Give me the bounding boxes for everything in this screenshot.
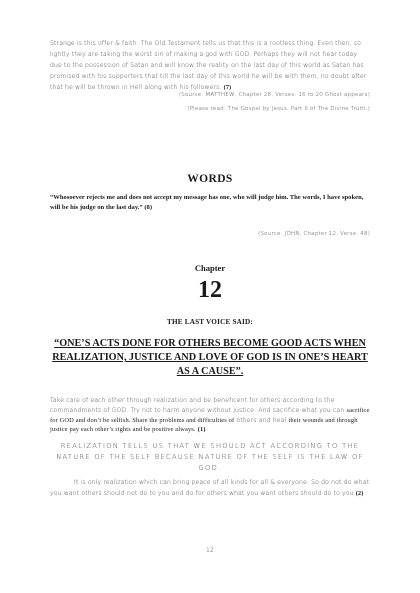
scripture-quote xyxy=(50,193,370,213)
footnote-ref: (7) xyxy=(223,85,232,91)
chapter-label: Chapter xyxy=(194,263,226,273)
paragraph-text: Take care of each other through realization and be beneficent for others according to the commandments of GOD. Try not to harm anyone without justice. And sacrifice what you can xyxy=(50,397,345,414)
paragraph-text: others and heal xyxy=(236,416,287,424)
paragraph-satan-possession xyxy=(50,38,370,94)
footnote-ref: (2) xyxy=(355,491,364,497)
paragraph-realization-peace xyxy=(50,477,370,500)
paragraph-text: sacrifice for GOD and don’t be selfish. Share the problems and difficulties of xyxy=(50,406,370,424)
paragraph-text: It is only realization which can bring peace of all kinds for all & everyone. So do not do what you want others should not do to you and do for others what you want others should do to you. xyxy=(50,479,370,497)
source-citation-gospel: (Please read: The Gospel by Jesus, Part II of The Divine Truth.) xyxy=(187,106,370,112)
footnote-ref: (8) xyxy=(144,204,153,211)
footnote-ref: (1) xyxy=(197,426,206,434)
source-citation-john: (Source: JOHN, Chapter 12, Verse: 48) xyxy=(258,231,370,237)
page-number: 12 xyxy=(206,547,214,554)
chapter-headline: “ONE’S ACTS DONE FOR OTHERS BECOME GOOD ACTS WHEN REALIZATION, JUSTICE AND LOVE OF GOD IS IN ONE’S HEART AS A CAUSE”. xyxy=(52,338,368,377)
realization-statement: REALIZATION TELLS US THAT WE SHOULD ACT ACCORDING TO THE NATURE OF THE SELF BECAUSE NATURE OF THE SELF IS THE LAW OF GOD. xyxy=(56,442,364,472)
paragraph-text: Strange is this offer & faith. The Old Testament tells us that this is a rootless thing. Even then, so lightly they are taking the worst sin of making a god with GOD. Perhaps they will not hear today due to the possession of Satan and will know the reality on the last day of this world as Satan has promised with his supporters that till the last day of this world he will be with them, no doubt after that he will be thrown in Hell along with his followers. xyxy=(50,40,367,91)
source-citation-matthew: (Source: MATTHEW, Chapter 28, Verses: 16 to 20 Ghost appears) xyxy=(178,92,370,98)
last-voice-heading: THE LAST VOICE SAID: xyxy=(166,318,254,326)
paragraph-take-care xyxy=(50,396,370,435)
paragraph-text: their wounds and through justice pay each other’s rights and be positive always. xyxy=(50,416,358,434)
quote-text: “Whosoever rejects me and does not accept my message has one, who will judge him. The words, I have spoken, will be his judge on the last day.” xyxy=(50,194,364,211)
chapter-number: 12 xyxy=(198,277,222,303)
section-heading-words: WORDS xyxy=(187,173,233,185)
